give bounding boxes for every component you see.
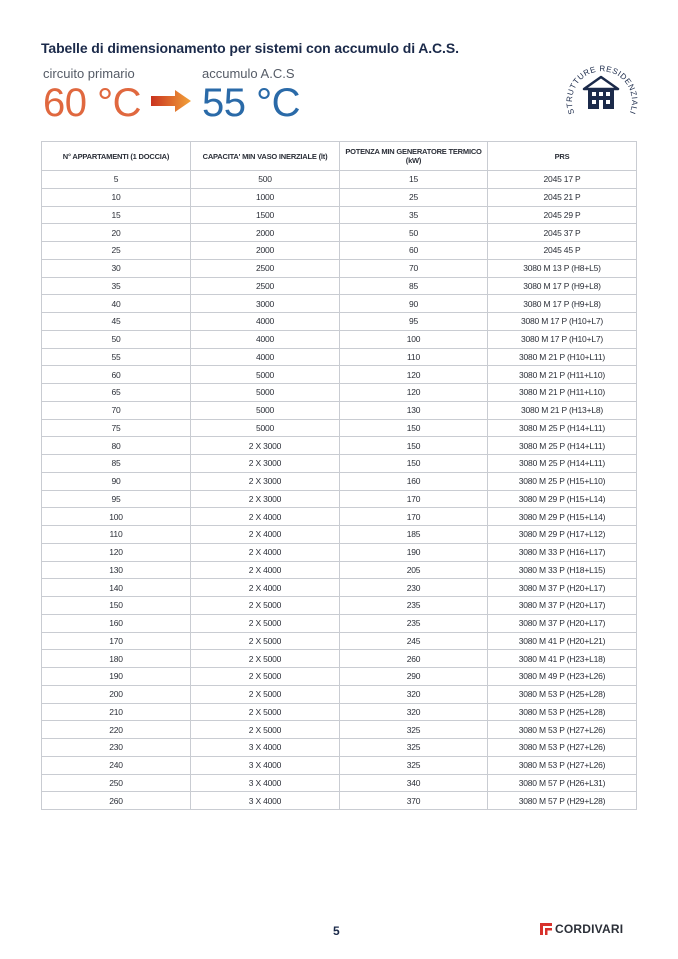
cell-prs: 3080 M 21 P (H10+L11) — [488, 348, 637, 366]
cell-tank-capacity: 4000 — [191, 330, 340, 348]
cell-prs: 3080 M 33 P (H16+L17) — [488, 543, 637, 561]
cell-apartments: 260 — [42, 792, 191, 810]
cell-tank-capacity: 2 X 5000 — [191, 668, 340, 686]
cell-generator-power: 325 — [340, 739, 488, 757]
cell-generator-power: 95 — [340, 313, 488, 331]
cell-generator-power: 325 — [340, 756, 488, 774]
table-row — [42, 668, 637, 686]
cell-tank-capacity: 2 X 3000 — [191, 490, 340, 508]
table-row — [42, 543, 637, 561]
primary-circuit — [43, 66, 141, 123]
cell-apartments: 10 — [42, 188, 191, 206]
table-row — [42, 277, 637, 295]
table-row — [42, 650, 637, 668]
cell-generator-power: 150 — [340, 437, 488, 455]
cell-generator-power: 160 — [340, 472, 488, 490]
cell-apartments: 50 — [42, 330, 191, 348]
table-row — [42, 437, 637, 455]
cell-generator-power: 235 — [340, 597, 488, 615]
table-header-row — [42, 142, 637, 171]
cell-apartments: 100 — [42, 508, 191, 526]
cell-apartments: 140 — [42, 579, 191, 597]
table-row — [42, 206, 637, 224]
cell-apartments: 90 — [42, 472, 191, 490]
cell-apartments: 210 — [42, 703, 191, 721]
table-row — [42, 224, 637, 242]
storage-temperature: 55 °C — [202, 81, 300, 125]
cell-generator-power: 150 — [340, 419, 488, 437]
cell-apartments: 85 — [42, 455, 191, 473]
cell-apartments: 160 — [42, 614, 191, 632]
primary-circuit-label: circuito primario — [43, 66, 135, 81]
page-title: Tabelle di dimensionamento per sistemi con accumulo di A.C.S. — [41, 40, 459, 56]
table-row — [42, 490, 637, 508]
storage — [202, 66, 300, 123]
cell-apartments: 55 — [42, 348, 191, 366]
cell-tank-capacity: 5000 — [191, 384, 340, 402]
cell-prs: 3080 M 21 P (H11+L10) — [488, 384, 637, 402]
cell-apartments: 130 — [42, 561, 191, 579]
table-body — [42, 171, 637, 810]
cell-generator-power: 120 — [340, 366, 488, 384]
table-row — [42, 739, 637, 757]
page-number: 5 — [333, 924, 340, 938]
cell-prs: 3080 M 57 P (H29+L28) — [488, 792, 637, 810]
cell-apartments: 70 — [42, 401, 191, 419]
cell-tank-capacity: 2 X 5000 — [191, 614, 340, 632]
table-row — [42, 188, 637, 206]
cell-tank-capacity: 2500 — [191, 259, 340, 277]
cell-prs: 3080 M 17 P (H9+L8) — [488, 277, 637, 295]
table-row — [42, 508, 637, 526]
header-prs: PRS — [488, 142, 637, 171]
cell-prs: 3080 M 29 P (H15+L14) — [488, 508, 637, 526]
cell-generator-power: 150 — [340, 455, 488, 473]
brand-name: CORDIVARI — [555, 922, 624, 936]
table-row — [42, 774, 637, 792]
cell-tank-capacity: 3 X 4000 — [191, 792, 340, 810]
cell-prs: 3080 M 53 P (H25+L28) — [488, 685, 637, 703]
cell-apartments: 120 — [42, 543, 191, 561]
table-row — [42, 171, 637, 189]
cell-prs: 3080 M 17 P (H10+L7) — [488, 313, 637, 331]
cell-prs: 3080 M 53 P (H27+L26) — [488, 721, 637, 739]
cell-generator-power: 245 — [340, 632, 488, 650]
cell-generator-power: 205 — [340, 561, 488, 579]
cell-tank-capacity: 5000 — [191, 401, 340, 419]
cell-apartments: 230 — [42, 739, 191, 757]
cell-tank-capacity: 5000 — [191, 366, 340, 384]
badge-text: STRUTTURE RESIDENZIALI — [564, 64, 640, 116]
cell-generator-power: 260 — [340, 650, 488, 668]
header-apartments: N° APPARTAMENTI (1 DOCCIA) — [42, 142, 191, 171]
cell-apartments: 40 — [42, 295, 191, 313]
table-row — [42, 348, 637, 366]
cell-tank-capacity: 2 X 5000 — [191, 703, 340, 721]
cell-apartments: 35 — [42, 277, 191, 295]
cell-apartments: 150 — [42, 597, 191, 615]
cell-tank-capacity: 3 X 4000 — [191, 739, 340, 757]
cell-generator-power: 120 — [340, 384, 488, 402]
cell-prs: 3080 M 53 P (H27+L26) — [488, 739, 637, 757]
brand-logo — [540, 922, 623, 936]
cell-generator-power: 230 — [340, 579, 488, 597]
table-row — [42, 242, 637, 260]
table-row — [42, 330, 637, 348]
cell-prs: 3080 M 13 P (H8+L5) — [488, 259, 637, 277]
cell-apartments: 20 — [42, 224, 191, 242]
cell-apartments: 75 — [42, 419, 191, 437]
cell-tank-capacity: 2 X 5000 — [191, 597, 340, 615]
table-row — [42, 703, 637, 721]
cell-apartments: 170 — [42, 632, 191, 650]
table-row — [42, 259, 637, 277]
cell-generator-power: 370 — [340, 792, 488, 810]
cell-tank-capacity: 2 X 3000 — [191, 437, 340, 455]
table-row — [42, 401, 637, 419]
cell-apartments: 65 — [42, 384, 191, 402]
cell-tank-capacity: 2 X 5000 — [191, 721, 340, 739]
table-row — [42, 756, 637, 774]
table-row — [42, 597, 637, 615]
table-row — [42, 579, 637, 597]
cell-apartments: 250 — [42, 774, 191, 792]
cell-tank-capacity: 2 X 4000 — [191, 561, 340, 579]
cell-apartments: 30 — [42, 259, 191, 277]
house-icon — [584, 77, 618, 109]
cell-prs: 2045 37 P — [488, 224, 637, 242]
cell-generator-power: 35 — [340, 206, 488, 224]
cell-tank-capacity: 3 X 4000 — [191, 756, 340, 774]
cell-apartments: 110 — [42, 526, 191, 544]
cell-apartments: 190 — [42, 668, 191, 686]
table-row — [42, 295, 637, 313]
cell-tank-capacity: 2000 — [191, 242, 340, 260]
cell-prs: 3080 M 37 P (H20+L17) — [488, 579, 637, 597]
cell-apartments: 240 — [42, 756, 191, 774]
header-min-generator-power: POTENZA MIN GENERATORE TERMICO (kW) — [340, 142, 488, 171]
cell-tank-capacity: 1500 — [191, 206, 340, 224]
cell-apartments: 25 — [42, 242, 191, 260]
cell-generator-power: 70 — [340, 259, 488, 277]
cell-prs: 3080 M 29 P (H15+L14) — [488, 490, 637, 508]
cell-generator-power: 235 — [340, 614, 488, 632]
cell-apartments: 15 — [42, 206, 191, 224]
cell-prs: 3080 M 25 P (H14+L11) — [488, 437, 637, 455]
cordivari-mark-icon — [540, 923, 552, 935]
cell-tank-capacity: 4000 — [191, 348, 340, 366]
primary-circuit-temperature: 60 °C — [43, 81, 141, 125]
cell-generator-power: 185 — [340, 526, 488, 544]
cell-tank-capacity: 2 X 3000 — [191, 472, 340, 490]
cell-prs: 3080 M 57 P (H26+L31) — [488, 774, 637, 792]
cell-prs: 3080 M 41 P (H23+L18) — [488, 650, 637, 668]
cell-prs: 3080 M 53 P (H25+L28) — [488, 703, 637, 721]
table-row — [42, 526, 637, 544]
cell-generator-power: 170 — [340, 490, 488, 508]
cell-apartments: 220 — [42, 721, 191, 739]
cell-generator-power: 170 — [340, 508, 488, 526]
table-row — [42, 614, 637, 632]
table-row — [42, 313, 637, 331]
cell-prs: 2045 45 P — [488, 242, 637, 260]
cell-generator-power: 320 — [340, 685, 488, 703]
cell-generator-power: 85 — [340, 277, 488, 295]
cell-prs: 3080 M 17 P (H9+L8) — [488, 295, 637, 313]
cell-prs: 3080 M 25 P (H14+L11) — [488, 419, 637, 437]
cell-tank-capacity: 2000 — [191, 224, 340, 242]
table-row — [42, 419, 637, 437]
cell-tank-capacity: 2 X 3000 — [191, 455, 340, 473]
cell-tank-capacity: 500 — [191, 171, 340, 189]
cell-generator-power: 290 — [340, 668, 488, 686]
header-min-tank-capacity: CAPACITA' MIN VASO INERZIALE (lt) — [191, 142, 340, 171]
table-row — [42, 384, 637, 402]
cell-prs: 3080 M 53 P (H27+L26) — [488, 756, 637, 774]
cell-prs: 3080 M 21 P (H11+L10) — [488, 366, 637, 384]
table-row — [42, 721, 637, 739]
cell-prs: 3080 M 37 P (H20+L17) — [488, 614, 637, 632]
cell-prs: 3080 M 21 P (H13+L8) — [488, 401, 637, 419]
cell-generator-power: 15 — [340, 171, 488, 189]
cell-tank-capacity: 5000 — [191, 419, 340, 437]
cell-apartments: 200 — [42, 685, 191, 703]
cell-generator-power: 50 — [340, 224, 488, 242]
cell-generator-power: 90 — [340, 295, 488, 313]
table-row — [42, 792, 637, 810]
cell-prs: 2045 29 P — [488, 206, 637, 224]
cell-tank-capacity: 2 X 4000 — [191, 526, 340, 544]
table-row — [42, 685, 637, 703]
table-row — [42, 366, 637, 384]
cell-generator-power: 130 — [340, 401, 488, 419]
cell-apartments: 80 — [42, 437, 191, 455]
cell-prs: 3080 M 25 P (H15+L10) — [488, 472, 637, 490]
table-row — [42, 455, 637, 473]
cell-apartments: 95 — [42, 490, 191, 508]
cell-prs: 3080 M 49 P (H23+L26) — [488, 668, 637, 686]
storage-label: accumulo A.C.S — [202, 66, 295, 81]
cell-tank-capacity: 3000 — [191, 295, 340, 313]
cell-prs: 3080 M 33 P (H18+L15) — [488, 561, 637, 579]
table-row — [42, 632, 637, 650]
cell-tank-capacity: 1000 — [191, 188, 340, 206]
cell-apartments: 180 — [42, 650, 191, 668]
cell-generator-power: 100 — [340, 330, 488, 348]
cell-generator-power: 25 — [340, 188, 488, 206]
residential-badge — [560, 56, 642, 126]
cell-tank-capacity: 2 X 5000 — [191, 650, 340, 668]
cell-prs: 3080 M 17 P (H10+L7) — [488, 330, 637, 348]
sizing-table — [41, 141, 637, 810]
cell-prs: 3080 M 37 P (H20+L17) — [488, 597, 637, 615]
cell-generator-power: 60 — [340, 242, 488, 260]
arrow-right-icon — [151, 90, 191, 112]
cell-tank-capacity: 2 X 5000 — [191, 632, 340, 650]
cell-tank-capacity: 3 X 4000 — [191, 774, 340, 792]
cell-prs: 3080 M 41 P (H20+L21) — [488, 632, 637, 650]
cell-tank-capacity: 2 X 4000 — [191, 543, 340, 561]
table-row — [42, 561, 637, 579]
cell-tank-capacity: 4000 — [191, 313, 340, 331]
cell-tank-capacity: 2 X 4000 — [191, 508, 340, 526]
cell-prs: 3080 M 25 P (H14+L11) — [488, 455, 637, 473]
cell-apartments: 45 — [42, 313, 191, 331]
cell-tank-capacity: 2500 — [191, 277, 340, 295]
cell-apartments: 5 — [42, 171, 191, 189]
table-row — [42, 472, 637, 490]
cell-prs: 2045 21 P — [488, 188, 637, 206]
cell-generator-power: 190 — [340, 543, 488, 561]
cell-prs: 3080 M 29 P (H17+L12) — [488, 526, 637, 544]
cell-generator-power: 320 — [340, 703, 488, 721]
cell-generator-power: 325 — [340, 721, 488, 739]
cell-prs: 2045 17 P — [488, 171, 637, 189]
cell-generator-power: 340 — [340, 774, 488, 792]
cell-generator-power: 110 — [340, 348, 488, 366]
cell-tank-capacity: 2 X 4000 — [191, 579, 340, 597]
cell-apartments: 60 — [42, 366, 191, 384]
cell-tank-capacity: 2 X 5000 — [191, 685, 340, 703]
